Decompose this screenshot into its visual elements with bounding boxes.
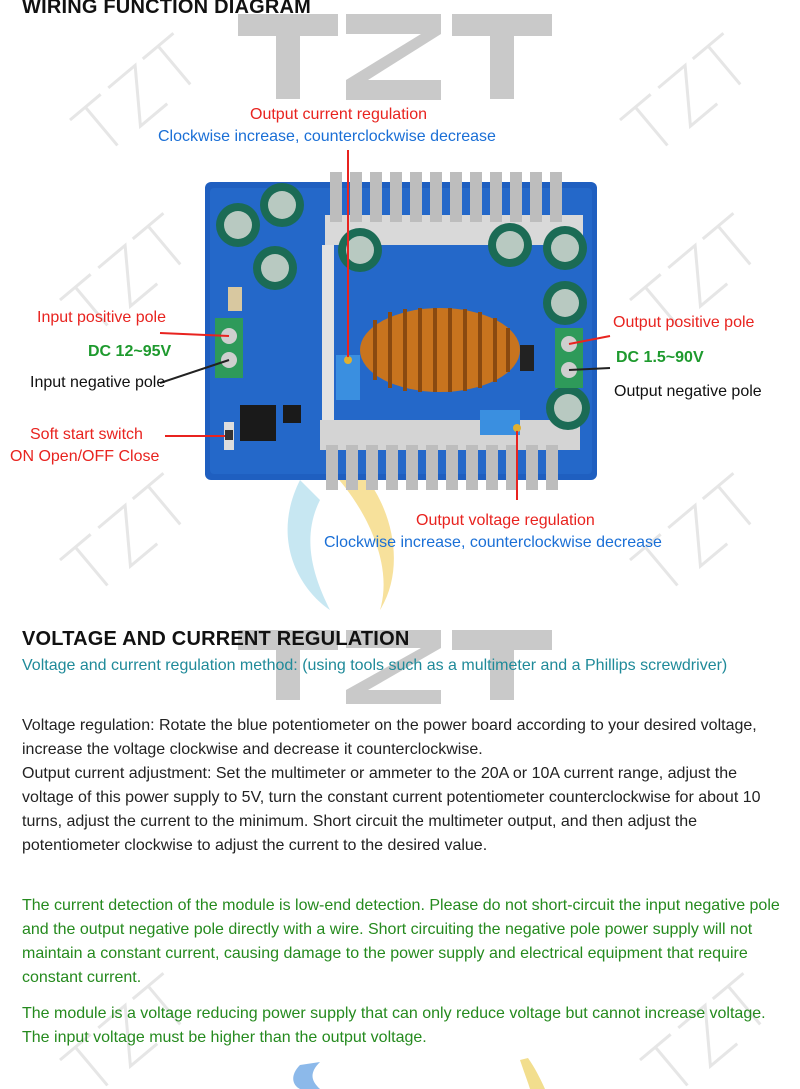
regulation-instructions: Voltage regulation: Rotate the blue potentiometer on the power board according to your desired voltage, increase the voltage clockwise and decrease it counterclockwise. Output current adjustment: Set the multimeter or ammeter to the 20A or 10A current range, adjust the voltage of this power supply to 5V, turn the constant current potentiometer counterclockwise for about 10 turns, adjust the current to the minimum. Short circuit the multimeter output, and then adjust the potentiometer clockwise to adjust the current to the desired value. — [22, 717, 761, 854]
label-input-voltage: DC 12~95V — [88, 343, 172, 360]
regulation-method-text: Voltage and current regulation method: (using tools such as a multimeter and a Phillips screwdriver) — [22, 657, 728, 674]
toroid-inductor — [360, 308, 520, 392]
low-end-detection-warning: The current detection of the module is low-end detection. Please do not short-circuit the input negative pole and the output negative pole directly with a wire. Short circuiting the negative pole power supply will not maintain a constant current, causing damage to the power supply and electrical equipment that require constant current. — [22, 897, 780, 986]
label-soft-start-states: ON Open/OFF Close — [10, 448, 160, 465]
label-output-current-regulation: Output current regulation — [250, 106, 427, 123]
label-output-voltage-regulation: Output voltage regulation — [416, 512, 595, 529]
voltage-reducing-note: The module is a voltage reducing power supply that can only reduce voltage but cannot increase voltage. The input voltage must be higher than the output voltage. — [22, 1005, 766, 1046]
label-output-positive: Output positive pole — [613, 314, 755, 331]
wiring-diagram-title: WIRING FUNCTION DIAGRAM — [22, 0, 312, 18]
regulation-section-title: VOLTAGE AND CURRENT REGULATION — [22, 628, 410, 650]
input-terminal-block — [215, 318, 243, 378]
label-output-current-direction: Clockwise increase, counterclockwise decrease — [158, 128, 496, 145]
label-output-negative: Output negative pole — [614, 383, 762, 400]
label-soft-start-switch: Soft start switch — [30, 426, 143, 443]
label-input-negative: Input negative pole — [30, 374, 166, 391]
label-input-positive: Input positive pole — [37, 309, 166, 326]
label-output-voltage-direction: Clockwise increase, counterclockwise decrease — [324, 534, 662, 551]
voltage-potentiometer — [480, 410, 520, 435]
label-output-voltage: DC 1.5~90V — [616, 349, 704, 366]
